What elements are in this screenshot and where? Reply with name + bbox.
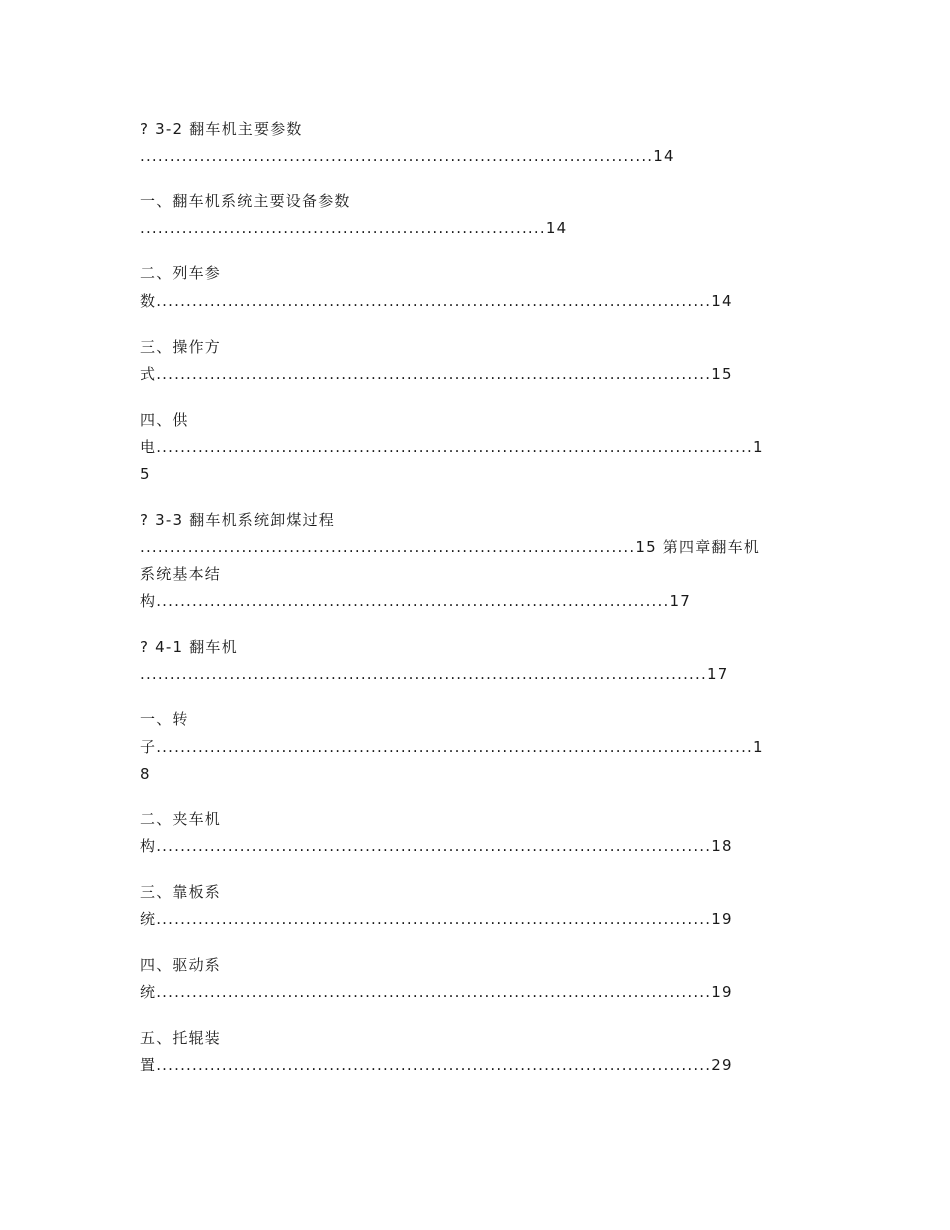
toc-line: 三、靠板系 — [140, 883, 222, 901]
toc-line: ...............................................................................................17 — [140, 665, 729, 683]
toc-line: 子....................................................................................................1 — [140, 738, 764, 756]
toc-line: 二、列车参 — [140, 264, 222, 282]
toc-line: 一、翻车机系统主要设备参数 — [140, 192, 351, 210]
toc-line: 式.............................................................................................15 — [140, 365, 733, 383]
toc-line: ....................................................................14 — [140, 219, 568, 237]
toc-line: 二、夹车机 — [140, 810, 222, 828]
toc-line: 8 — [140, 765, 151, 783]
toc-line: 数.............................................................................................14 — [140, 292, 733, 310]
toc-line: ? 3-2 翻车机主要参数 — [140, 120, 303, 138]
toc-line: 统.............................................................................................19 — [140, 983, 733, 1001]
toc-line: 三、操作方 — [140, 338, 222, 356]
toc-line: 一、转 — [140, 710, 189, 728]
toc-line: 5 — [140, 465, 151, 483]
toc-line: ...................................................................................15 第四章翻车机 — [140, 538, 761, 556]
toc-line: 五、托辊装 — [140, 1029, 222, 1047]
toc-line: 统.............................................................................................19 — [140, 910, 733, 928]
toc-line: 置.............................................................................................29 — [140, 1056, 733, 1074]
toc-line: 构.............................................................................................18 — [140, 837, 733, 855]
toc-line: 构......................................................................................17 — [140, 592, 691, 610]
toc-line: ? 4-1 翻车机 — [140, 638, 238, 656]
toc-line: 四、供 — [140, 411, 189, 429]
toc-line: 四、驱动系 — [140, 956, 222, 974]
toc-line: ? 3-3 翻车机系统卸煤过程 — [140, 511, 335, 529]
toc-line: 电....................................................................................................1 — [140, 438, 764, 456]
toc-line: 系统基本结 — [140, 565, 222, 583]
toc-line: ......................................................................................14 — [140, 147, 675, 165]
